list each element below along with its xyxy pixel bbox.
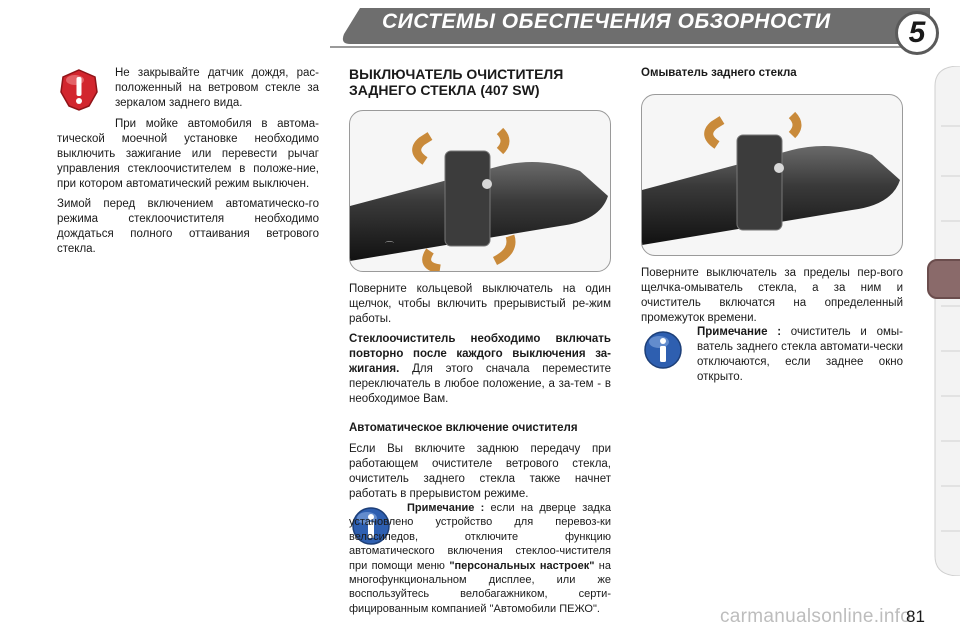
note-window-open bbox=[697, 325, 903, 390]
paragraph-reverse-gear: Если Вы включите заднюю передачу при работающем очистителе ветрового стекла, очиститель заднего стекла также начнет работать в прерывистом режиме. bbox=[349, 443, 611, 500]
paragraph-intermittent: Поверните кольцевой выключатель на один щелчок, чтобы включить прерывистый ре-жим работы. bbox=[349, 283, 611, 325]
warning-text: Не закрывайте датчик дождя, рас-положенный на ветровом стекле за зеркалом заднего вида. bbox=[115, 67, 319, 109]
paragraph-reactivate-bold: Стеклоочиститель необходимо включать повторно после каждого выключения за-жигания. bbox=[349, 333, 611, 375]
column-middle-body bbox=[349, 282, 611, 507]
section-title-rear-wiper: ВЫКЛЮЧАТЕЛЬ ОЧИСТИТЕЛЯ ЗАДНЕГО СТЕКЛА (407 SW) bbox=[349, 66, 564, 98]
side-tab-strip bbox=[927, 66, 960, 576]
column-right-body bbox=[641, 266, 903, 331]
note-label: Примечание : bbox=[697, 326, 782, 338]
paragraph-reactivate: Для этого сначала переместите переключатель в любое положение, а за-тем - в необходимое Вам. bbox=[349, 363, 611, 405]
note-end: на многофункциональном дисплее, или же воспользуйтесь велобагажником, серти-фицированным компанией "Автомобили ПЕЖО". bbox=[349, 559, 612, 615]
header-title: СИСТЕМЫ ОБЕСПЕЧЕНИЯ ОБЗОРНОСТИ bbox=[382, 10, 831, 33]
note-text: если на дверце задка установлено устройство для перевоз-ки велосипедов, отключите функцию автоматического включения стеклоо-чистителя при помощи меню bbox=[349, 502, 611, 572]
subtitle-auto-wiper: Автоматическое включение очистителя bbox=[349, 422, 578, 434]
stalk-illustration bbox=[642, 95, 903, 256]
note-bold: "персональных настроек" bbox=[449, 559, 595, 572]
column-middle bbox=[349, 66, 611, 104]
chapter-number: 5 bbox=[895, 11, 939, 55]
chapter-tab-active[interactable] bbox=[927, 259, 960, 299]
paragraph-winter: Зимой перед включением автоматическо-го режима стеклоочистителя необходимо дождаться полного оттаивания ветрового стекла. bbox=[57, 198, 319, 255]
page-number: 81 bbox=[906, 607, 925, 626]
column-left bbox=[57, 66, 319, 262]
paragraph-washer: Поверните выключатель за пределы пер-вого щелчка-омыватель стекла, а за ним и очиститель включатся на определенный промежуток времени. bbox=[641, 267, 903, 324]
stalk-illustration bbox=[350, 111, 611, 272]
paragraph-car-wash: При мойке автомобиля в автома-тической моечной установке необходимо выключить зажигание или перевести рычаг управления стеклоочистителем в положе-ние, при котором автоматический режим выключен. bbox=[57, 118, 319, 190]
column-right bbox=[641, 66, 903, 87]
subtitle-rear-washer: Омыватель заднего стекла bbox=[641, 67, 797, 79]
page-header bbox=[0, 0, 960, 60]
rear-washer-switch-image bbox=[641, 94, 903, 256]
info-icon bbox=[643, 330, 683, 370]
note-label: Примечание : bbox=[407, 502, 485, 514]
note-text: очиститель и омы-ватель заднего стекла автомати-чески отключаются, если заднее окно открыто. bbox=[697, 326, 903, 383]
watermark: carmanualsonline.info bbox=[720, 606, 912, 627]
rear-wiper-switch-image bbox=[349, 110, 611, 272]
note-bike-carrier bbox=[349, 501, 611, 621]
svg-text:⌒: ⌒ bbox=[385, 241, 395, 251]
